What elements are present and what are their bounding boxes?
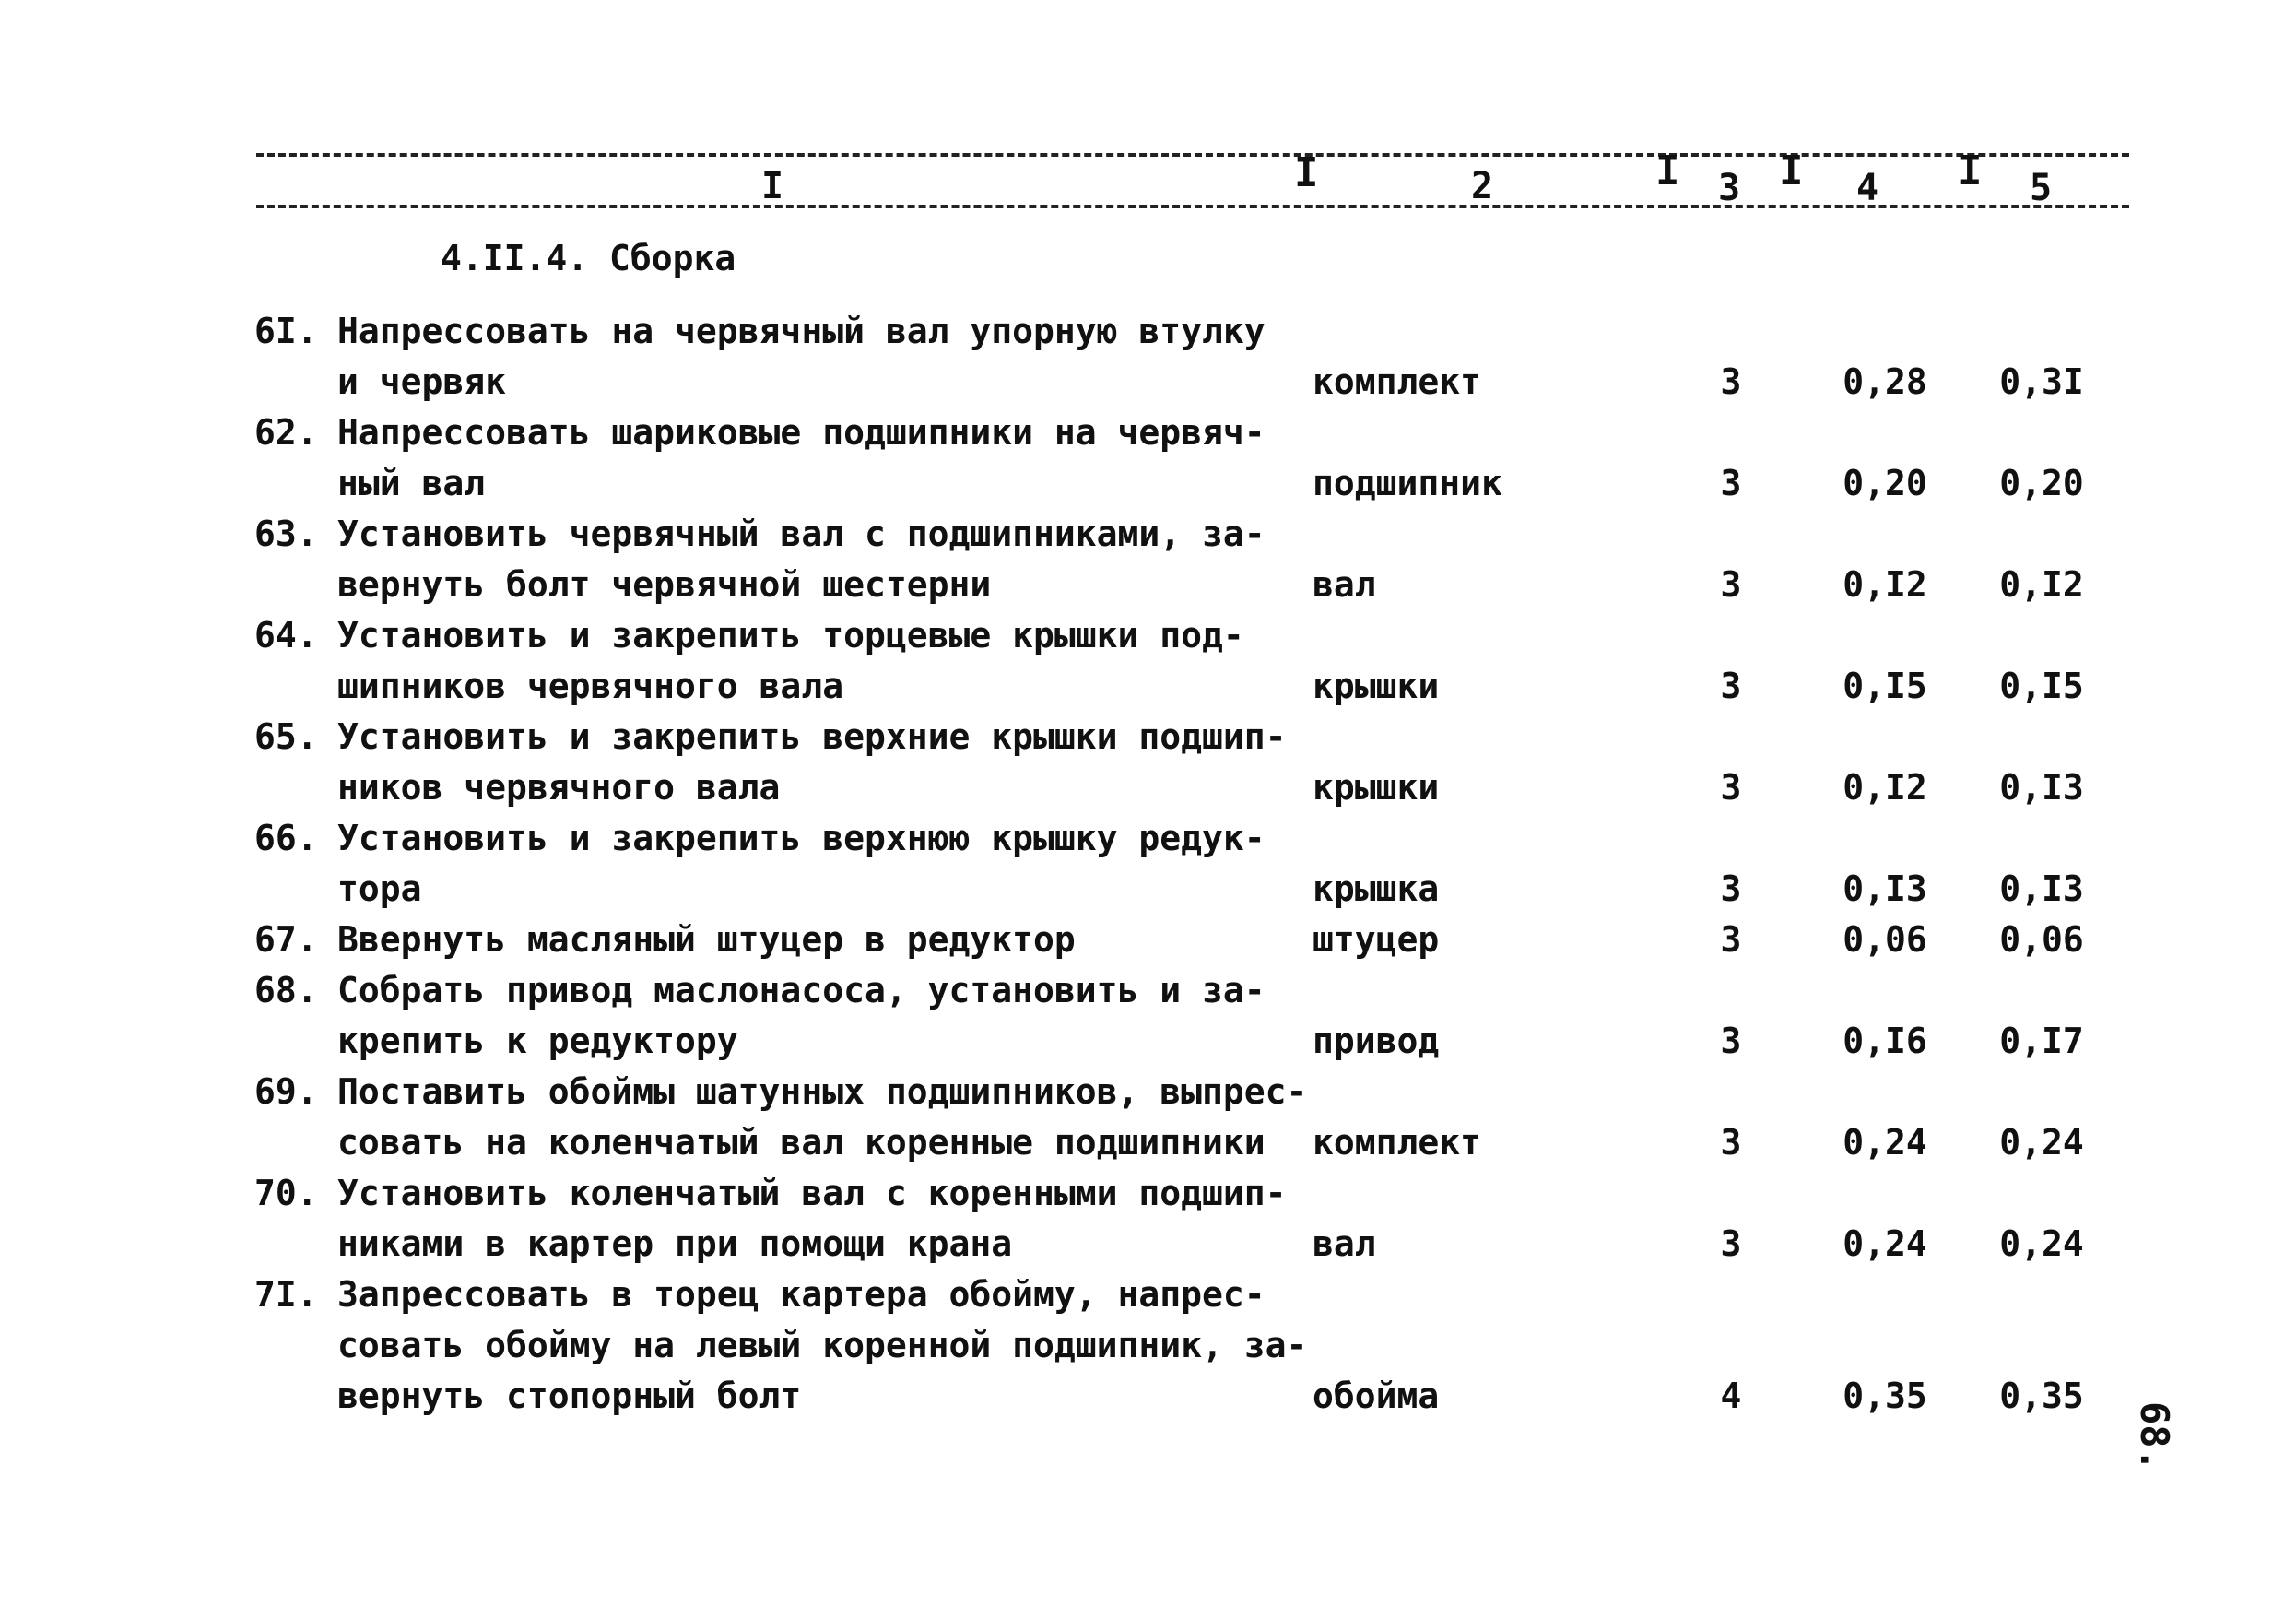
column-header-4: 4 <box>1856 167 1879 209</box>
grade-value: 3 <box>1720 919 1742 960</box>
norm-value-col5: 0,I3 <box>1999 767 2084 808</box>
column-separator: I <box>1779 148 1804 195</box>
table-row <box>0 1168 2296 1270</box>
norm-value-col4: 0,I3 <box>1843 868 1927 909</box>
table-row <box>0 712 2296 813</box>
unit-of-measure: крышки <box>1313 666 1440 706</box>
grade-value: 3 <box>1720 767 1742 808</box>
item-number: 70. <box>254 1173 318 1213</box>
operation-description-line: тора <box>337 868 422 909</box>
unit-of-measure: подшипник <box>1313 463 1502 503</box>
operation-description-line: Запрессовать в торец картера обойму, напрес- <box>337 1274 1266 1315</box>
grade-value: 3 <box>1720 463 1742 503</box>
unit-of-measure: вал <box>1313 1223 1376 1264</box>
operation-description-line: совать обойму на левый коренной подшипник, за- <box>337 1325 1308 1365</box>
unit-of-measure: обойма <box>1313 1376 1440 1416</box>
table-row <box>0 610 2296 712</box>
column-separator: I <box>1294 149 1319 196</box>
operation-description-line: вернуть болт червячной шестерни <box>337 564 992 605</box>
grade-value: 3 <box>1720 1223 1742 1264</box>
table-row <box>0 1270 2296 1422</box>
operation-description-line: и червяк <box>337 361 507 402</box>
header-top-rule <box>256 153 2129 157</box>
operation-description-line: ный вал <box>337 463 486 503</box>
norm-value-col5: 0,I3 <box>1999 868 2084 909</box>
item-number: 67. <box>254 919 318 960</box>
item-number: 65. <box>254 716 318 757</box>
item-number: 66. <box>254 818 318 858</box>
operation-description-line: крепить к редуктору <box>337 1021 738 1061</box>
column-separator: I <box>1655 148 1680 195</box>
norm-value-col4: 0,28 <box>1843 361 1927 402</box>
operation-description-line: Установить и закрепить торцевые крышки под- <box>337 615 1244 655</box>
operation-description-line: Поставить обоймы шатунных подшипников, выпрес- <box>337 1071 1308 1112</box>
unit-of-measure: привод <box>1313 1021 1440 1061</box>
item-number: 7I. <box>254 1274 318 1315</box>
table-row <box>0 1067 2296 1168</box>
grade-value: 3 <box>1720 564 1742 605</box>
column-header-3: 3 <box>1718 167 1741 209</box>
grade-value: 3 <box>1720 1122 1742 1163</box>
operation-description-line: Напрессовать шариковые подшипники на червяч- <box>337 412 1266 453</box>
norm-value-col5: 0,06 <box>1999 919 2084 960</box>
table-row <box>0 965 2296 1067</box>
operation-description-line: Напрессовать на червячный вал упорную втулку <box>337 311 1266 351</box>
grade-value: 3 <box>1720 666 1742 706</box>
norm-value-col4: 0,24 <box>1843 1122 1927 1163</box>
operation-description-line: шипников червячного вала <box>337 666 844 706</box>
norm-value-col4: 0,I6 <box>1843 1021 1927 1061</box>
norm-value-col4: 0,24 <box>1843 1223 1927 1264</box>
item-number: 63. <box>254 514 318 554</box>
norm-value-col4: 0,I2 <box>1843 767 1927 808</box>
unit-of-measure: штуцер <box>1313 919 1440 960</box>
operation-description-line: Установить коленчатый вал с коренными подшип- <box>337 1173 1287 1213</box>
operation-description-line: совать на коленчатый вал коренные подшипники <box>337 1122 1266 1163</box>
table-row <box>0 306 2296 407</box>
norm-value-col4: 0,I2 <box>1843 564 1927 605</box>
operation-description-line: вернуть стопорный болт <box>337 1376 802 1416</box>
norm-value-col5: 0,35 <box>1999 1376 2084 1416</box>
norm-value-col4: 0,20 <box>1843 463 1927 503</box>
column-header-5: 5 <box>2030 167 2053 209</box>
grade-value: 3 <box>1720 1021 1742 1061</box>
operation-description-line: Установить и закрепить верхние крышки подшип- <box>337 716 1287 757</box>
item-number: 62. <box>254 412 318 453</box>
unit-of-measure: крышка <box>1313 868 1440 909</box>
norm-value-col5: 0,3I <box>1999 361 2084 402</box>
header-bottom-rule <box>256 205 2129 208</box>
operation-description-line: Собрать привод маслонасоса, установить и за- <box>337 970 1266 1010</box>
norm-value-col5: 0,I7 <box>1999 1021 2084 1061</box>
norm-value-col4: 0,06 <box>1843 919 1927 960</box>
grade-value: 3 <box>1720 361 1742 402</box>
unit-of-measure: комплект <box>1313 361 1482 402</box>
norm-value-col5: 0,I5 <box>1999 666 2084 706</box>
operation-description-line: Установить и закрепить верхнюю крышку редук- <box>337 818 1266 858</box>
norm-value-col5: 0,24 <box>1999 1223 2084 1264</box>
grade-value: 4 <box>1720 1376 1742 1416</box>
operation-description-line: Ввернуть масляный штуцер в редуктор <box>337 919 1076 960</box>
table-row <box>0 407 2296 509</box>
item-number: 64. <box>254 615 318 655</box>
column-header-1: I <box>761 165 784 207</box>
table-row <box>0 509 2296 610</box>
section-title: 4.II.4. Сборка <box>441 238 736 278</box>
norm-value-col5: 0,I2 <box>1999 564 2084 605</box>
column-header-2: 2 <box>1471 165 1494 207</box>
item-number: 69. <box>254 1071 318 1112</box>
unit-of-measure: вал <box>1313 564 1376 605</box>
table-row <box>0 813 2296 915</box>
norm-value-col4: 0,35 <box>1843 1376 1927 1416</box>
table-row <box>0 915 2296 965</box>
grade-value: 3 <box>1720 868 1742 909</box>
column-separator: I <box>1958 148 1983 195</box>
operation-description-line: Установить червячный вал с подшипниками, за- <box>337 514 1266 554</box>
unit-of-measure: крышки <box>1313 767 1440 808</box>
norm-value-col5: 0,20 <box>1999 463 2084 503</box>
operation-description-line: ников червячного вала <box>337 767 781 808</box>
item-number: 6I. <box>254 311 318 351</box>
page-number: 68. <box>2132 1401 2177 1471</box>
unit-of-measure: комплект <box>1313 1122 1482 1163</box>
item-number: 68. <box>254 970 318 1010</box>
norm-value-col4: 0,I5 <box>1843 666 1927 706</box>
operation-description-line: никами в картер при помощи крана <box>337 1223 1013 1264</box>
norm-value-col5: 0,24 <box>1999 1122 2084 1163</box>
